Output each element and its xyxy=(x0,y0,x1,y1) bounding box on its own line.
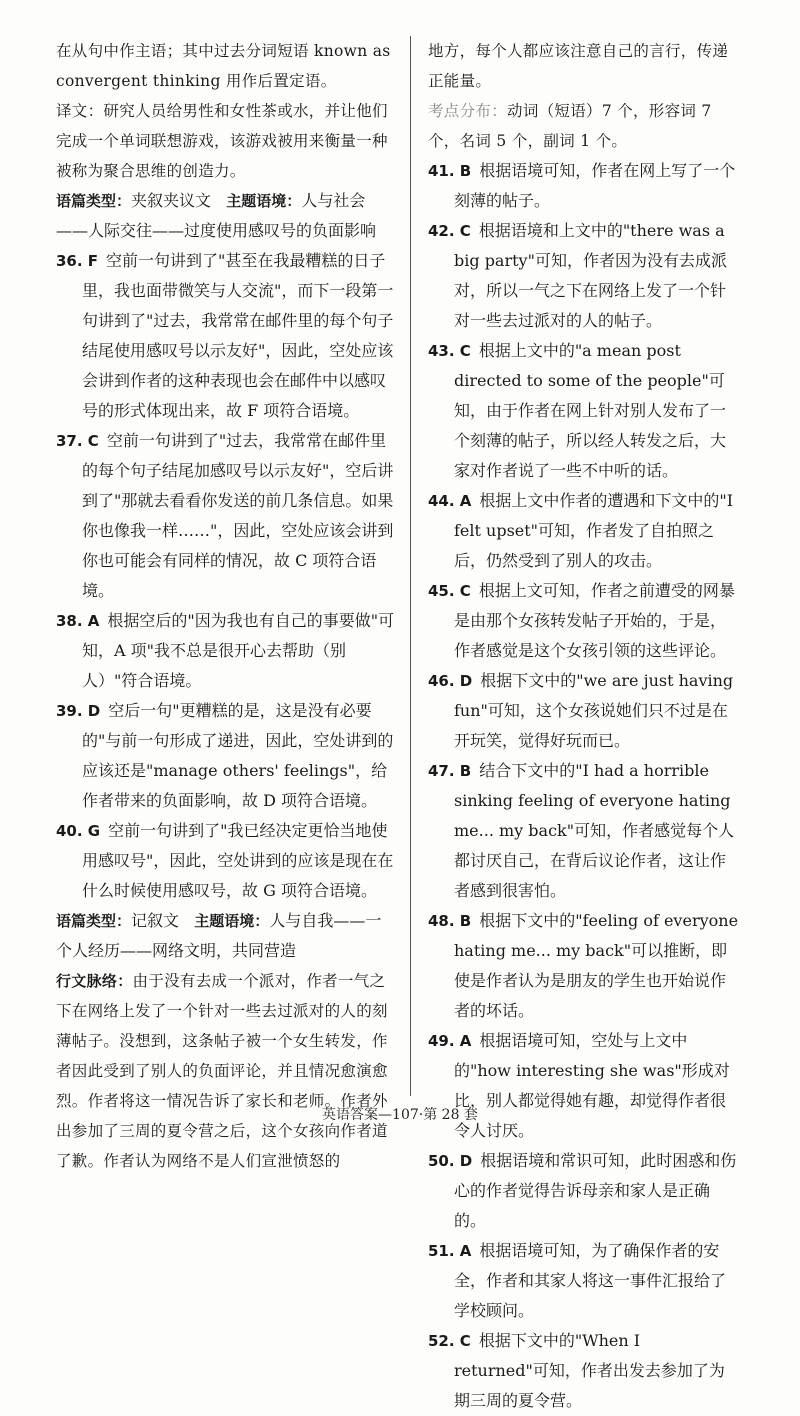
answer-number: 49. A xyxy=(428,1032,472,1050)
answer-explanation: 根据上文可知，作者之前遭受的网暴是由那个女孩转发帖子开始的，于是，作者感觉是这个女孩引领的这些评论。 xyxy=(454,581,735,660)
answer-explanation: 根据下文中的"feeling of everyone hating me... my back"可以推断，即使是作者认为是朋友的学生也开始说作者的坏话。 xyxy=(454,911,739,1020)
answer-number: 46. D xyxy=(428,672,473,690)
column-divider xyxy=(410,36,411,1096)
answer-number: 50. D xyxy=(428,1152,473,1170)
answer-item xyxy=(56,246,396,426)
answer-explanation: 根据语境可知，作者在网上写了一个刻薄的帖子。 xyxy=(454,161,736,210)
passage-type-value: 记叙文 xyxy=(131,911,180,930)
answer-explanation: 根据语境和常识可知，此时困惑和伤心的作者觉得告诉母亲和家人是正确的。 xyxy=(454,1151,737,1230)
answer-item xyxy=(428,1326,740,1416)
answer-item xyxy=(428,486,740,576)
answer-item xyxy=(56,696,396,816)
answer-item xyxy=(428,216,740,336)
context-outline-text: 由于没有去成一个派对，作者一气之下在网络上发了一个针对一些去过派对的人的刻薄帖子。没想到，这条帖子被一个女生转发，作者因此受到了别人的负面评论，并且情况愈演愈烈。作者将这一情况告诉了家长和老师。作者外出参加了三周的夏令营之后，这个女孩向作者道了歉。作者认为网络不是人们宣泄愤怒的 xyxy=(56,972,388,1170)
theme-context-label: 主题语境： xyxy=(226,192,302,210)
passage-type-value: 夹叙夹议文 xyxy=(131,191,212,210)
answer-number: 39. D xyxy=(56,702,101,720)
answer-item xyxy=(56,816,396,906)
passage-type-label: 语篇类型： xyxy=(56,192,132,210)
answer-explanation: 根据下文中的"When I returned"可知，作者出发去参加了为期三周的夏令营。 xyxy=(454,1331,725,1410)
answer-item xyxy=(428,156,740,216)
answer-explanation: 根据空后的"因为我也有自己的事要做"可知，A 项"我不总是很开心去帮助（别人）"符合语境。 xyxy=(82,611,395,690)
answer-number: 42. C xyxy=(428,222,471,240)
answer-number: 47. B xyxy=(428,762,472,780)
answer-item xyxy=(56,426,396,606)
translation-paragraph: 译文：研究人员给男性和女性茶或水，并让他们完成一个单词联想游戏，该游戏被用来衡量一种被称为聚合思维的创造力。 xyxy=(56,102,388,180)
answer-explanation: 根据语境和上文中的"there was a big party"可知，作者因为没有去成派对，所以一气之下在网络上发了一个针对一些去过派对的人的帖子。 xyxy=(454,221,727,330)
page-footer: 英语答案—107·第 28 套 xyxy=(322,1107,478,1123)
answer-explanation: 空前一句讲到了"我已经决定更恰当地使用感叹号"，因此，空处讲到的应该是现在在什么时候使用感叹号，故 G 项符合语境。 xyxy=(82,821,394,900)
answer-number: 37. C xyxy=(56,432,99,450)
answer-explanation: 根据下文中的"we are just having fun"可知，这个女孩说她们只不过是在开玩笑，觉得好玩而已。 xyxy=(454,671,734,750)
outline-continuation: 地方，每个人都应该注意自己的言行，传递正能量。 xyxy=(428,42,729,90)
grammar-note: 在从句中作主语；其中过去分词短语 known as convergent thinking 用作后置定语。 xyxy=(56,42,391,90)
answer-item xyxy=(428,906,740,1026)
answer-explanation: 根据语境可知，为了确保作者的安全，作者和其家人将这一事件汇报给了学校顾问。 xyxy=(454,1241,727,1320)
answer-item xyxy=(428,1026,740,1146)
theme-context-value: 人与自我——一个人经历——网络文明，共同营造 xyxy=(56,911,382,960)
answer-item xyxy=(428,1236,740,1326)
context-outline-label: 行文脉络： xyxy=(56,972,133,990)
theme-context-value: 人与社会——人际交往——过度使用感叹号的负面影响 xyxy=(56,191,377,240)
test-point-label: 考点分布： xyxy=(428,102,508,120)
answer-item xyxy=(56,606,396,696)
answer-number: 43. C xyxy=(428,342,471,360)
answer-item xyxy=(428,576,740,666)
answer-number: 44. A xyxy=(428,492,472,510)
answer-number: 38. A xyxy=(56,612,100,630)
left-column xyxy=(56,36,396,1176)
passage-info-heading-1 xyxy=(56,186,396,246)
answer-item xyxy=(428,666,740,756)
test-point-distribution xyxy=(428,96,740,156)
theme-context-label: 主题语境： xyxy=(194,912,270,930)
answer-explanation: 根据语境可知，空处与上文中的"how interesting she was"形成对比，别人都觉得她有趣，却觉得作者很令人讨厌。 xyxy=(454,1031,730,1140)
answer-explanation: 空前一句讲到了"甚至在我最糟糕的日子里，我也面带微笑与人交流"，而下一段第一句讲到了"过去，我常常在邮件里的每个句子结尾使用感叹号以示友好"，因此，空处应该会讲到作者的这种表现也会在邮件中以感叹号的形式体现出来，故 F 项符合语境。 xyxy=(82,251,394,420)
answer-number: 52. C xyxy=(428,1332,471,1350)
answer-number: 36. F xyxy=(56,252,99,270)
test-point-text: 动词（短语）7 个，形容词 7 个，名词 5 个，副词 1 个。 xyxy=(428,102,712,150)
passage-type-label: 语篇类型： xyxy=(56,912,132,930)
answer-number: 41. B xyxy=(428,162,472,180)
answer-explanation: 根据上文中作者的遭遇和下文中的"I felt upset"可知，作者发了自拍照之后，仍然受到了别人的攻击。 xyxy=(454,491,734,570)
answer-explanation: 结合下文中的"I had a horrible sinking feeling of everyone hating me... my back"可知，作者感觉每个人都讨厌自己，在背后议论作者，这让作者感到很害怕。 xyxy=(454,761,735,900)
answer-number: 51. A xyxy=(428,1242,472,1260)
answer-number: 48. B xyxy=(428,912,472,930)
passage-info-heading-2 xyxy=(56,906,396,966)
answer-item xyxy=(428,336,740,486)
answer-item xyxy=(428,756,740,906)
answer-number: 45. C xyxy=(428,582,471,600)
answer-explanation: 根据上文中的"a mean post directed to some of the people"可知，由于作者在网上针对别人发布了一个刻薄的帖子，所以经人转发之后，大家对作者说了一些不中听的话。 xyxy=(454,341,727,480)
answer-item xyxy=(428,1146,740,1236)
right-column xyxy=(428,36,740,1416)
answer-explanation: 空后一句"更糟糕的是，这是没有必要的"与前一句形成了递进，因此，空处讲到的应该还是"manage others' feelings"，给作者带来的负面影响，故 D 项符合语境。 xyxy=(82,701,394,810)
context-outline xyxy=(56,966,396,1176)
answer-number: 40. G xyxy=(56,822,101,840)
answer-explanation: 空前一句讲到了"过去，我常常在邮件里的每个句子结尾加感叹号以示友好"，空后讲到了"那就去看看你发送的前几条信息。如果你也像我一样……"，因此，空处应该会讲到你也可能会有同样的情况，故 C 项符合语境。 xyxy=(82,431,394,600)
